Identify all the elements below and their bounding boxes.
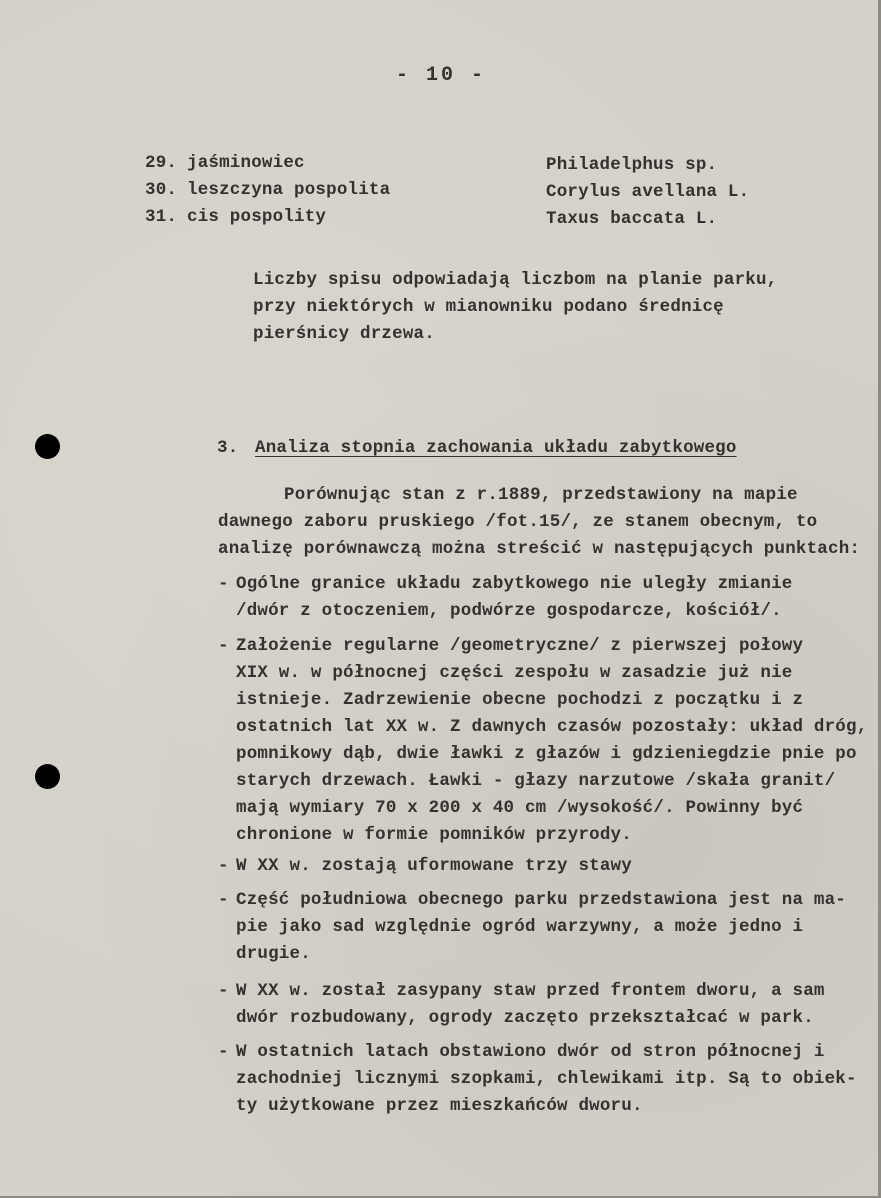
bullet-line: dwór rozbudowany, ogrody zaczęto przekształcać w park. [236, 1008, 814, 1028]
bullet-line: istnieje. Zadrzewienie obecne pochodzi z początku i z [236, 690, 804, 710]
species-latin-name: Corylus avellana L. [546, 182, 750, 202]
note-line: przy niektórych w mianowniku podano średnicę [253, 297, 724, 317]
bullet-line: XIX w. w północnej części zespołu w zasadzie już nie [236, 663, 793, 683]
bullet-dash: - [218, 1042, 229, 1062]
bullet-dash: - [218, 574, 229, 594]
bullet-line: Część południowa obecnego parku przedstawiona jest na ma- [236, 890, 846, 910]
bullet-line: pie jako sad względnie ogród warzywny, a może jedno i [236, 917, 804, 937]
punch-hole-top [35, 434, 60, 459]
bullet-line: drugie. [236, 944, 311, 964]
note-line: pierśnicy drzewa. [253, 324, 435, 344]
bullet-line: W XX w. zostają uformowane trzy stawy [236, 856, 632, 876]
species-latin-name: Philadelphus sp. [546, 155, 718, 175]
bullet-dash: - [218, 856, 229, 876]
bullet-line: Założenie regularne /geometryczne/ z pierwszej połowy [236, 636, 804, 656]
bullet-line: ostatnich lat XX w. Z dawnych czasów pozostały: układ dróg, [236, 717, 868, 737]
bullet-line: Ogólne granice układu zabytkowego nie uległy zmianie [236, 574, 793, 594]
bullet-dash: - [218, 636, 229, 656]
intro-line: dawnego zaboru pruskiego /fot.15/, ze stanem obecnym, to [218, 512, 818, 532]
punch-hole-bottom [35, 764, 60, 789]
bullet-line: starych drzewach. Ławki - głazy narzutowe /skała granit/ [236, 771, 836, 791]
bullet-dash: - [218, 981, 229, 1001]
species-polish-name: leszczyna pospolita [187, 180, 391, 200]
bullet-line: /dwór z otoczeniem, podwórze gospodarcze, kościół/. [236, 601, 782, 621]
intro-line: analizę porównawczą można streścić w następujących punktach: [218, 539, 861, 559]
bullet-line: W XX w. został zasypany staw przed frontem dworu, a sam [236, 981, 825, 1001]
bullet-line: W ostatnich latach obstawiono dwór od stron północnej i [236, 1042, 825, 1062]
section-number: 3. [217, 438, 239, 458]
bullet-line: zachodniej licznymi szopkami, chlewikami itp. Są to obiek- [236, 1069, 857, 1089]
bullet-line: pomnikowy dąb, dwie ławki z głazów i gdzieniegdzie pnie po [236, 744, 857, 764]
bullet-line: ty użytkowane przez mieszkańców dworu. [236, 1096, 643, 1116]
page-number: - 10 - [396, 64, 487, 87]
species-latin-name: Taxus baccata L. [546, 209, 718, 229]
species-polish-name: cis pospolity [187, 207, 327, 227]
species-number: 31. [145, 207, 178, 227]
bullet-line: chronione w formie pomników przyrody. [236, 825, 632, 845]
section-title: Analiza stopnia zachowania układu zabytkowego [255, 438, 737, 458]
note-line: Liczby spisu odpowiadają liczbom na planie parku, [253, 270, 778, 290]
bullet-line: mają wymiary 70 x 200 x 40 cm /wysokość/. Powinny być [236, 798, 804, 818]
intro-line: Porównując stan z r.1889, przedstawiony na mapie [284, 485, 798, 505]
species-number: 30. [145, 180, 178, 200]
bullet-dash: - [218, 890, 229, 910]
species-polish-name: jaśminowiec [187, 153, 305, 173]
species-number: 29. [145, 153, 178, 173]
